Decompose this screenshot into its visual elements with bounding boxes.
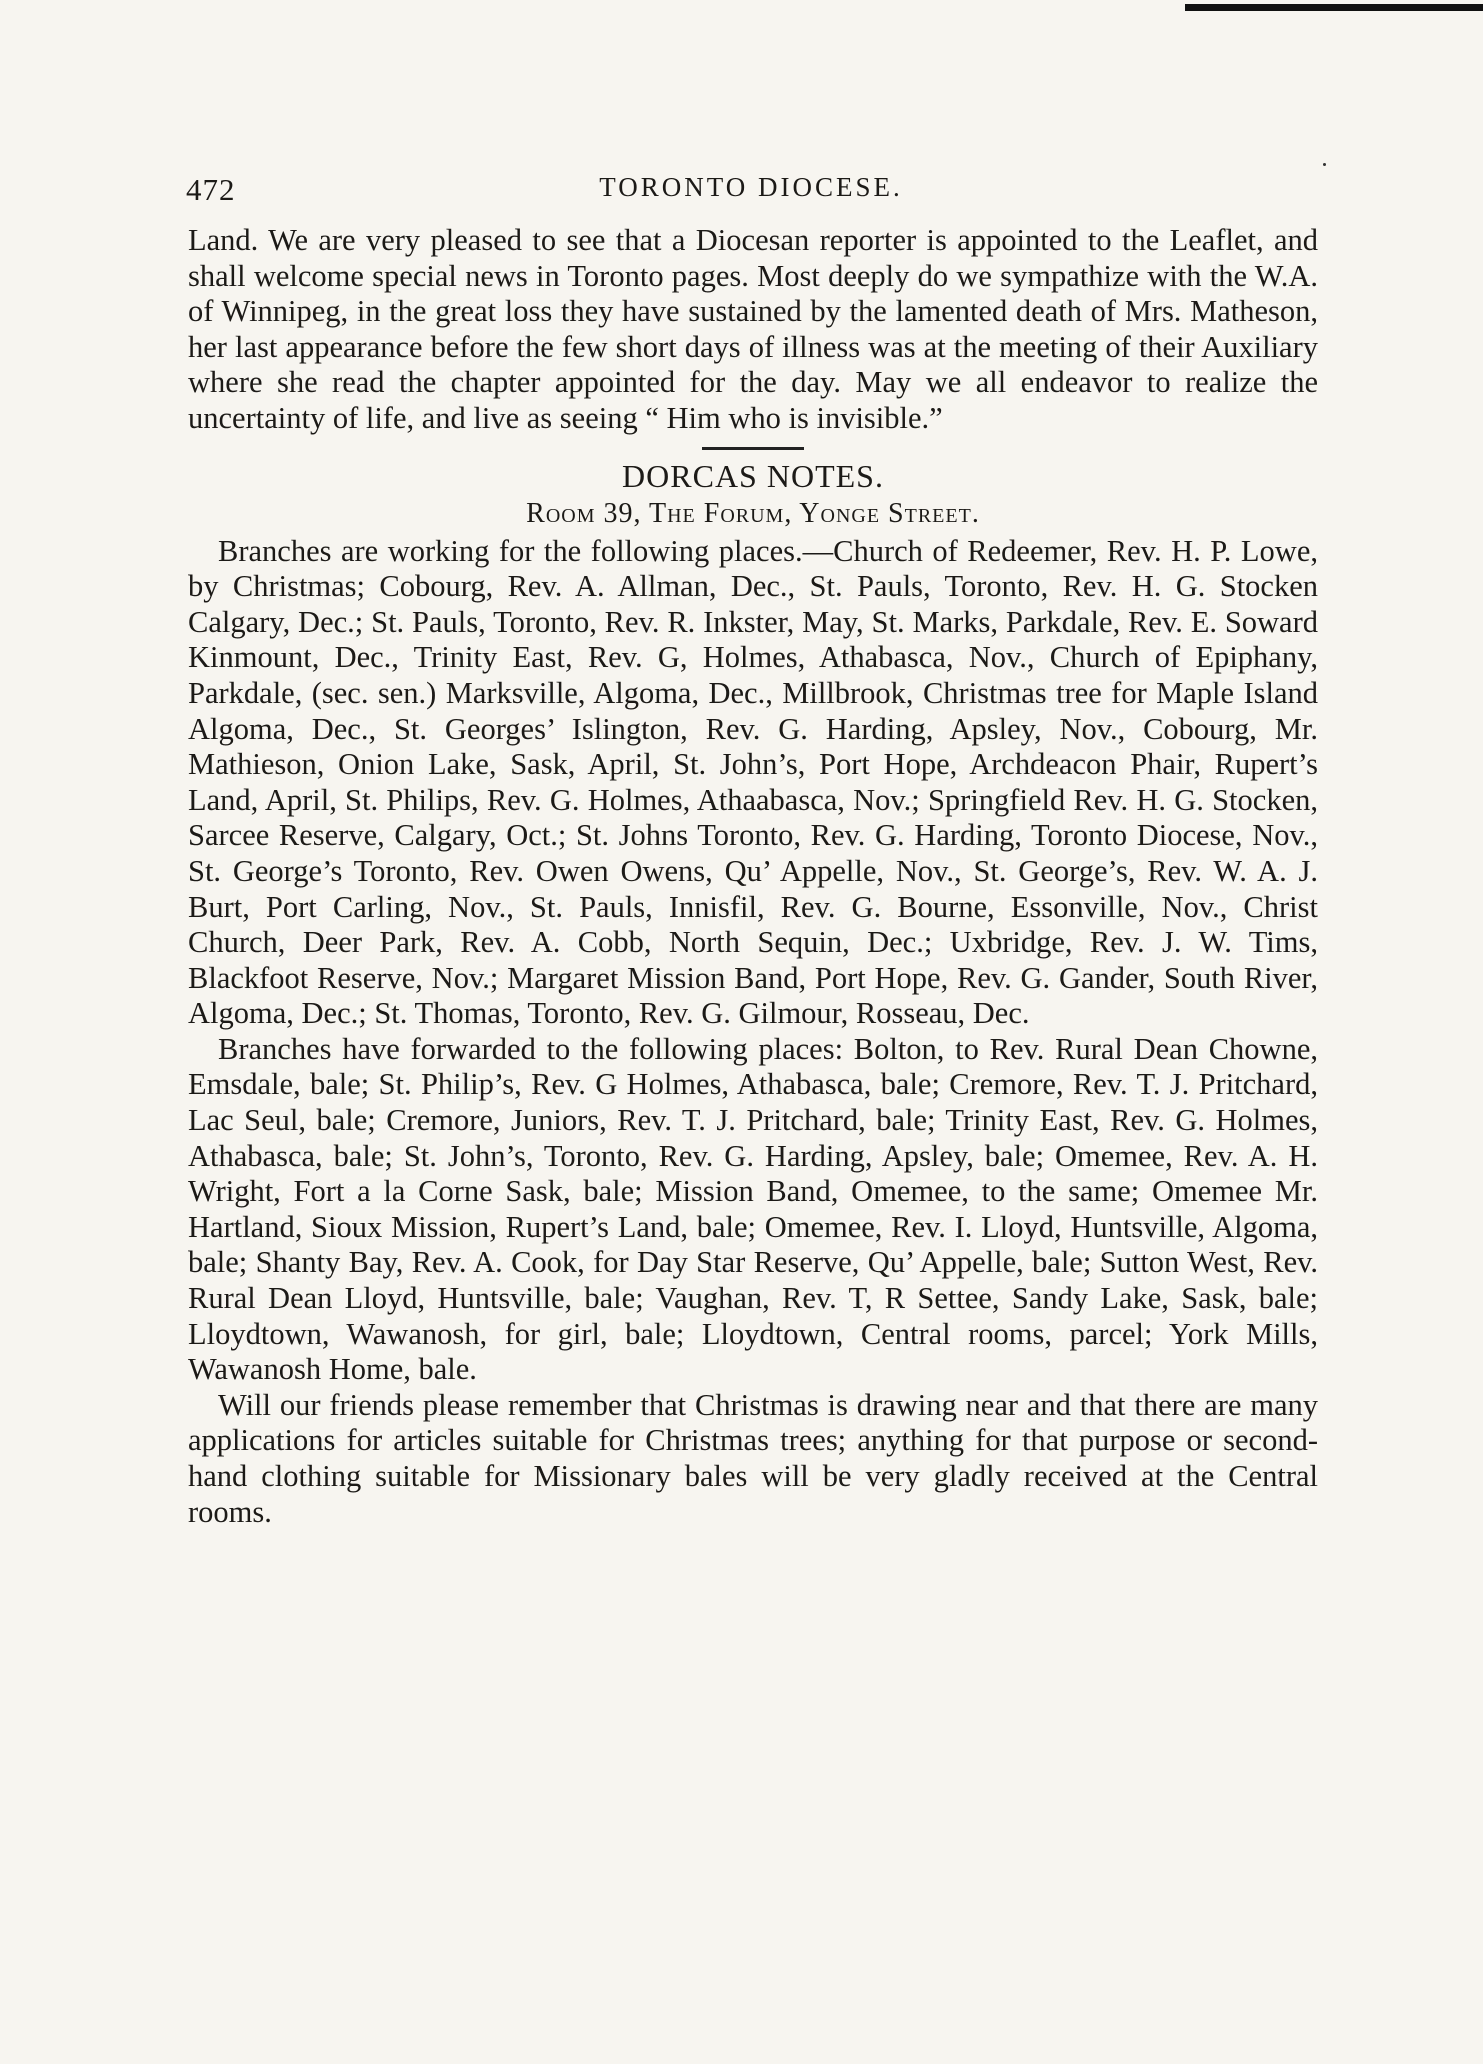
section-subtitle: Room 39, The Forum, Yonge Street. [526, 497, 980, 529]
forwarded-branches-paragraph: Branches have forwarded to the following places: Bolton, to Rev. Rural Dean Chowne, Emsdale, bale; St. Philip’s, Rev. G Holmes, Athabasca, bale; Cremore, Rev. T. J. Pritchard, Lac Seul, bale; Cremore, Juniors, Rev. T. J. Pritchard, bale; Trinity East, Rev. G. Holmes, Athabasca, bale; St. John’s, Toronto, Rev. G. Harding, Apsley, bale; Omemee, Rev. A. H. Wright, Fort a la Corne Sask, bale; Mission Band, Omemee, to the same; Omemee Mr. Hartland, Sioux Mission, Rupert’s Land, bale; Omemee, Rev. I. Lloyd, Huntsville, Algoma, bale; Shanty Bay, Rev. A. Cook, for Day Star Reserve, Qu’ Appelle, bale; Sutton West, Rev. Rural Dean Lloyd, Huntsville, bale; Vaughan, Rev. T, R Settee, Sandy Lake, Sask, bale; Lloydtown, Wawanosh, for girl, bale; Lloydtown, Central rooms, parcel; York Mills, Wawanosh Home, bale. [188, 1031, 1318, 1387]
christmas-appeal-paragraph: Will our friends please remember that Christmas is drawing near and that there are many applications for articles suitable for Christmas trees; anything for that purpose or second-hand clothing suitable for Missionary bales will be very gladly received at the Central rooms. [188, 1387, 1318, 1529]
working-branches-paragraph: Branches are working for the following places.—Church of Redeemer, Rev. H. P. Lowe, by Christmas; Cobourg, Rev. A. Allman, Dec., St. Pauls, Toronto, Rev. H. G. Stocken Calgary, Dec.; St. Pauls, Toronto, Rev. R. Inkster, May, St. Marks, Parkdale, Rev. E. Soward Kinmount, Dec., Trinity East, Rev. G, Holmes, Athabasca, Nov., Church of Epiphany, Parkdale, (sec. sen.) Marksville, Algoma, Dec., Millbrook, Christmas tree for Maple Island Algoma, Dec., St. Georges’ Islington, Rev. G. Harding, Apsley, Nov., Cobourg, Mr. Mathieson, Onion Lake, Sask, April, St. John’s, Port Hope, Archdeacon Phair, Rupert’s Land, April, St. Philips, Rev. G. Holmes, Athaabasca, Nov.; Springfield Rev. H. G. Stocken, Sarcee Reserve, Calgary, Oct.; St. Johns Toronto, Rev. G. Harding, Toronto Diocese, Nov., St. George’s Toronto, Rev. Owen Owens, Qu’ Appelle, Nov., St. George’s, Rev. W. A. J. Burt, Port Carling, Nov., St. Pauls, Innisfil, Rev. G. Bourne, Essonville, Nov., Christ Church, Deer Park, Rev. A. Cobb, North Sequin, Dec.; Uxbridge, Rev. J. W. Tims, Blackfoot Reserve, Nov.; Margaret Mission Band, Port Hope, Rev. G. Gander, South River, Algoma, Dec.; St. Thomas, Toronto, Rev. G. Gilmour, Rosseau, Dec. [188, 533, 1318, 1031]
scan-speck [1323, 163, 1326, 166]
page-number: 472 [186, 172, 236, 207]
page-header [186, 172, 1316, 212]
section-title: DORCAS NOTES. [622, 457, 884, 494]
top-edge-rule [1185, 4, 1483, 11]
section-divider [702, 447, 804, 450]
intro-paragraph: Land. We are very pleased to see that a Diocesan reporter is appointed to the Leaflet, and shall welcome special news in Toronto pages. Most deeply do we sympathize with the W.A. of Winnipeg, in the great loss they have sustained by the lamented death of Mrs. Matheson, her last appearance before the few short days of illness was at the meeting of their Auxiliary where she read the chapter appointed for the day. May we all endeavor to realize the uncertainty of life, and live as seeing “ Him who is invisible.” [188, 223, 1318, 435]
page-body [188, 223, 1318, 1530]
running-head: TORONTO DIOCESE. [599, 172, 903, 202]
